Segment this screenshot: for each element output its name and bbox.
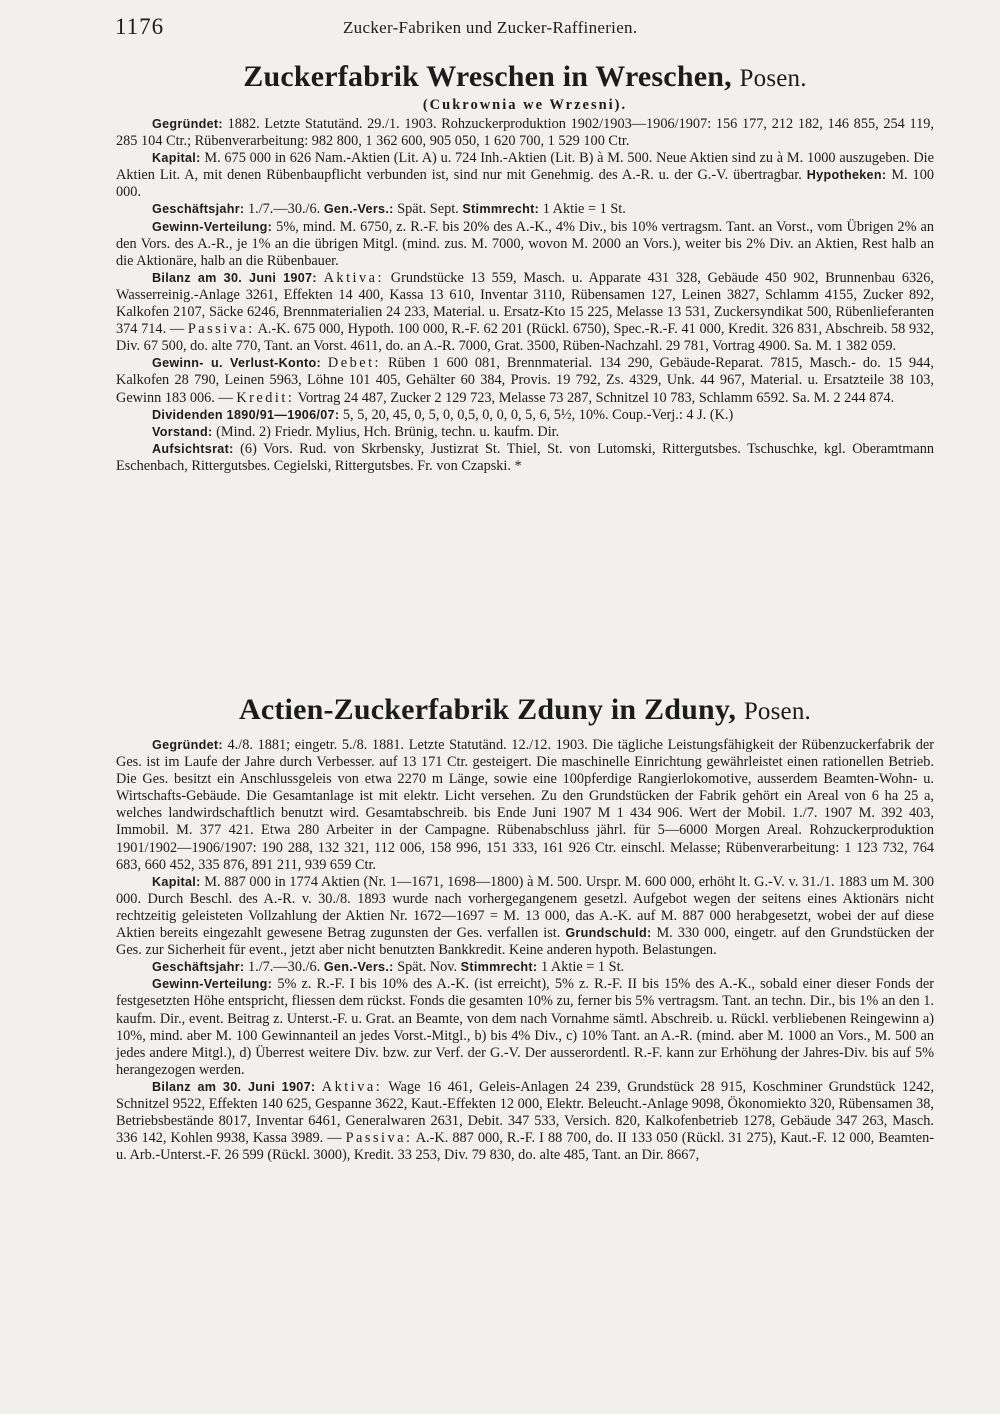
company-entry-zduny	[116, 693, 934, 1164]
entry-text: Spät. Sept.	[397, 201, 459, 218]
debit-label: Debet:	[327, 355, 382, 372]
entry-label: Dividenden 1890/91—1906/07:	[152, 407, 340, 422]
credit-label: Kredit:	[236, 389, 295, 406]
page-number: 1176	[115, 14, 165, 39]
entry-label: Hypotheken:	[806, 168, 887, 183]
entry-label: Geschäftsjahr:	[152, 202, 245, 217]
assets-label: Aktiva:	[321, 1078, 383, 1095]
running-head: Zucker-Fabriken und Zucker-Raffinerien.	[343, 18, 638, 37]
company-entry-wreschen	[116, 60, 934, 475]
entry-text: 4./8. 1881; eingetr. 5./8. 1881. Letzte Statutänd. 12./12. 1903. Die tägliche Leistungsfähigkeit der Rübenzuckerfabrik der Ges. ist im Laufe der Jahre durch Verbesser. auf 13 171 Ctr. gesteigert. Die maschinelle Einrichtung gewährleistet einen rationellen Betrieb. Die Ges. besitzt ein Anschlussgeleis von etwa 2270 m Länge, sowie eine 100pferdige Rangierlokomotive, ausserdem Beamten-Wohn- u. Wirtschafts-Gebäude. Die Gesamtanlage ist mit elektr. Licht versehen. Zu den Grundstücken der Fabrik gehört ein Areal von 6 ha 25 a, welches landwirdschaftlich benutzt wird. Gesamtabschreib. bis Ende Juni 1907 M 1 434 906. Wert der Mobil. 1./7. 1907 M. 392 403, Immobil. M. 377 421. Etwa 280 Arbeiter in der Campagne. Rübenabschluss jährl. für 5—6000 Morgen Areal. Rohzuckerproduktion 1901/1902—1906/1907: 190 288, 132 321, 112 006, 158 996, 151 333, 161 926 Ctr. einschl. Melasse; Rübenverarbeitung: 1 123 732, 764 683, 660 452, 335 876, 891 211, 939 659 Ctr.	[116, 737, 934, 873]
entry-label: Kapital:	[152, 874, 201, 889]
page-header	[115, 14, 935, 44]
supervisory-board-paragraph	[116, 441, 934, 475]
entry-label: Gewinn-Verteilung:	[152, 219, 273, 234]
capital-paragraph	[116, 874, 934, 959]
entry-label: Grundschuld:	[565, 926, 652, 941]
founded-paragraph	[116, 737, 934, 874]
liabilities-label: Passiva:	[345, 1130, 413, 1147]
entry-label: Gen.-Vers.:	[323, 960, 394, 975]
balance-sheet-paragraph	[116, 270, 934, 355]
entry-text: A.-K. 887 000, R.-F. I 88 700, do. II 133 050 (Rückl. 31 275), Kaut.-F. 12 000, Beamten- u. Arb.-Unterst.-F. 26 599 (Rückl. 3000), Kredit. 33 253, Div. 79 830, do. alte 485, Tant. an Dir. 8667,	[116, 1130, 934, 1164]
company-place: Posen.	[739, 65, 807, 92]
entry-text: 1 Aktie = 1 St.	[542, 201, 626, 218]
entry-label: Gen.-Vers.:	[323, 202, 394, 217]
liabilities-label: Passiva:	[187, 321, 255, 338]
entry-label: Gewinn- u. Verlust-Konto:	[152, 356, 321, 371]
entry-label: Geschäftsjahr:	[152, 960, 245, 975]
entry-text: Vortrag 24 487, Zucker 2 129 723, Melasse 73 287, Schnitzel 10 783, Schlamm 6592. Sa. M. 2 244 874.	[297, 389, 895, 406]
entry-text: 1./7.—30./6.	[247, 959, 321, 976]
entry-text: Rüben 1 600 081, Brennmaterial. 134 290, Gebäude-Reparat. 7815, Masch.- do. 15 944, Kalkofen 28 790, Leinen 5963, Löhne 101 405, Gehälter 60 384, Provis. 19 792, Zs. 4329, Unk. 44 967, Material. u. Ersatzteile 38 103, Gewinn 183 006. —	[116, 355, 934, 406]
company-name: Zuckerfabrik Wreschen in Wreschen,	[243, 60, 732, 93]
entry-label: Bilanz am 30. Juni 1907:	[152, 1079, 316, 1094]
entry-text: 1 Aktie = 1 St.	[540, 959, 625, 976]
entry-text: 5%, mind. M. 6750, z. R.-F. bis 20% des A.-K., 4% Div., bis 10% vertragsm. Tant. an Vorst., vom Übrigen 2% an den Vors. des A.-R., je 1% an die übrigen Mitgl. (mind. zus. M. 7000, wovon M. 2000 an Vors.), weiter bis 2% Div. an Aktien, Rest halb an die Aktionäre, halb an die Rübenbauer.	[116, 218, 934, 269]
capital-paragraph	[116, 150, 934, 201]
company-place: Posen.	[743, 698, 811, 725]
company-subtitle: (Cukrownia we Wrzesni).	[422, 97, 628, 113]
entry-label: Vorstand:	[152, 424, 213, 439]
entry-text: 5% z. R.-F. I bis 10% des A.-K. (ist erreicht), 5% z. R.-F. II bis 15% des A.-K., sobald einer dieser Fonds der festgesetzten Höhe entspricht, fliessen dem rückst. Fonds die gesamten 10% zu, ferner bis 5% vertragsm. Tant. an techn. Dir., bis 1% an den 1. kaufm. Dir., event. Beitrag z. Unterst.-F. u. Grat. an Beamte, von dem nach Vornahme sämtl. Abschreib. u. Rückl. verbliebenen Reingewinn a) 10%, mind. aber M. 100 Gewinnanteil an jedes Vorst.-Mitgl., b) bis 4% Div., c) 10% Tant. an A.-R. (mind. aber M. 1000 an Vors., M. 500 an jedes andere Mitgl.), d) Überrest weitere Div. bzw. zur Verf. der G.-V. Der ausserordentl. R.-F. kann zur Erhöhung der Jahres-Div. bis auf 5% herangezogen werden.	[116, 976, 934, 1078]
entry-text: 1882. Letzte Statutänd. 29./1. 1903. Rohzuckerproduktion 1902/1903—1906/1907: 156 177, 212 182, 146 855, 254 119, 285 104 Ctr.; Rübenverarbeitung: 982 800, 1 362 600, 905 050, 1 620 700, 1 529 100 Ctr.	[116, 116, 935, 150]
entry-text: Wage 16 461, Geleis-Anlagen 24 239, Grundstück 28 915, Koschminer Grundstück 1242, Schnitzel 9522, Effekten 140 625, Gespanne 3622, Kaut.-Effekten 12 000, Elektr. Beleucht.-Anlage 9098, Ökonomiekto 320, Rübensamen 38, Betriebsbestände 8017, Inventar 6461, Generalwaren 2631, Debit. 347 533, Versich. 820, Kalkofenbetrieb 1278, Gebäude 347 263, Masch. 336 142, Kohlen 9938, Kassa 3989. —	[116, 1078, 935, 1147]
entry-text: M. 887 000 in 1774 Aktien (Nr. 1—1671, 1698—1800) à M. 500. Urspr. M. 600 000, erhöht lt. G.-V. v. 31./1. 1883 um M. 300 000. Durch Beschl. des A.-R. v. 30./8. 1893 wurde nach vorhergegangenem gesetzl. Aufgebot wegen der seitens eines Aktionärs nicht rechtzeitig geleisteten Vollzahlung der Aktien Nr. 1672—1697 = M. 13 000, das A.-K. auf M. 887 000 herabgesetzt, wobei der auf diese Aktien bereits eingezahlt gewesene Betrag zugunsten der Ges. verfallen ist.	[116, 873, 934, 942]
assets-label: Aktiva:	[323, 269, 384, 286]
company-title	[116, 60, 934, 96]
entry-text: Spät. Nov.	[397, 959, 458, 976]
fiscal-year-paragraph	[116, 201, 934, 218]
entry-label: Aufsichtsrat:	[152, 441, 234, 456]
founded-paragraph	[116, 116, 934, 150]
balance-sheet-paragraph	[116, 1079, 934, 1164]
entry-label: Stimmrecht:	[460, 960, 538, 975]
entry-text: A.-K. 675 000, Hypoth. 100 000, R.-F. 62 201 (Rückl. 6750), Spec.-R.-F. 41 000, Kredit. 326 831, Abschreib. 58 932, Div. 67 500, do. alte 770, Tant. an Vorst. 4611, do. an A.-R. 7000, Grat. 3500, Rüben-Nachzahl. 29 781, Vortrag 4900. Sa. M. 1 382 059.	[116, 321, 934, 355]
entry-label: Gegründet:	[152, 117, 223, 131]
entry-text: Grundstücke 13 559, Masch. u. Apparate 431 328, Gebäude 450 902, Brunnenbau 6326, Wasserreinig.-Anlage 3261, Effekten 14 400, Kassa 13 610, Inventar 3110, Rübensamen 127, Leinen 3827, Schlamm 4155, Zucker 892, Kalkofen 2107, Säcke 6246, Brennmaterialien 24 233, Material. u. Ersatz-Kto 15 225, Melasse 13 531, Zuckersyndikat 500, Rübenlieferanten 374 714. —	[116, 269, 935, 338]
company-title	[116, 693, 934, 729]
entry-text: M. 100 000.	[116, 167, 934, 201]
entry-text: (6) Vors. Rud. von Skrbensky, Justizrat St. Thiel, St. von Lutomski, Rittergutsbes. Tschuschke, kgl. Oberamtmann Eschenbach, Rittergutsbes. Cegielski, Rittergutsbes. Fr. von Czapski. *	[116, 440, 935, 474]
fiscal-year-paragraph	[116, 959, 934, 976]
entry-text: 5, 5, 20, 45, 0, 5, 0, 0,5, 0, 0, 0, 5, 6, 5½, 10%. Coup.-Verj.: 4 J. (K.)	[342, 406, 734, 423]
profit-loss-paragraph	[116, 355, 934, 406]
dividends-paragraph	[116, 407, 934, 424]
entry-label: Kapital:	[152, 151, 201, 166]
entry-label: Bilanz am 30. Juni 1907:	[152, 270, 317, 285]
profit-distribution-paragraph	[116, 976, 934, 1079]
entry-label: Stimmrecht:	[462, 202, 540, 217]
entry-text: (Mind. 2) Friedr. Mylius, Hch. Brünig, techn. u. kaufm. Dir.	[216, 423, 560, 440]
entry-text: 1./7.—30./6.	[247, 201, 321, 218]
entry-text: M. 330 000, eingetr. auf den Grundstücken der Ges. zur Sicherheit für event., jetzt aber nicht benutzten Bankkredit. Keine anderen hypoth. Belastungen.	[116, 925, 935, 959]
entry-text: M. 675 000 in 626 Nam.-Aktien (Lit. A) u. 724 Inh.-Aktien (Lit. B) à M. 500. Neue Aktien sind zu à M. 1000 auszugeben. Die Aktien Lit. A, mit denen Rübenbaupflicht verbunden ist, sind nur mit Genehmig. des A.-R. u. der G.-V. übertragbar.	[116, 150, 934, 184]
board-paragraph	[116, 424, 934, 441]
entry-label: Gegründet:	[152, 738, 223, 752]
profit-distribution-paragraph	[116, 219, 934, 270]
entry-label: Gewinn-Verteilung:	[152, 977, 273, 992]
company-name: Actien-Zuckerfabrik Zduny in Zduny,	[238, 693, 737, 726]
